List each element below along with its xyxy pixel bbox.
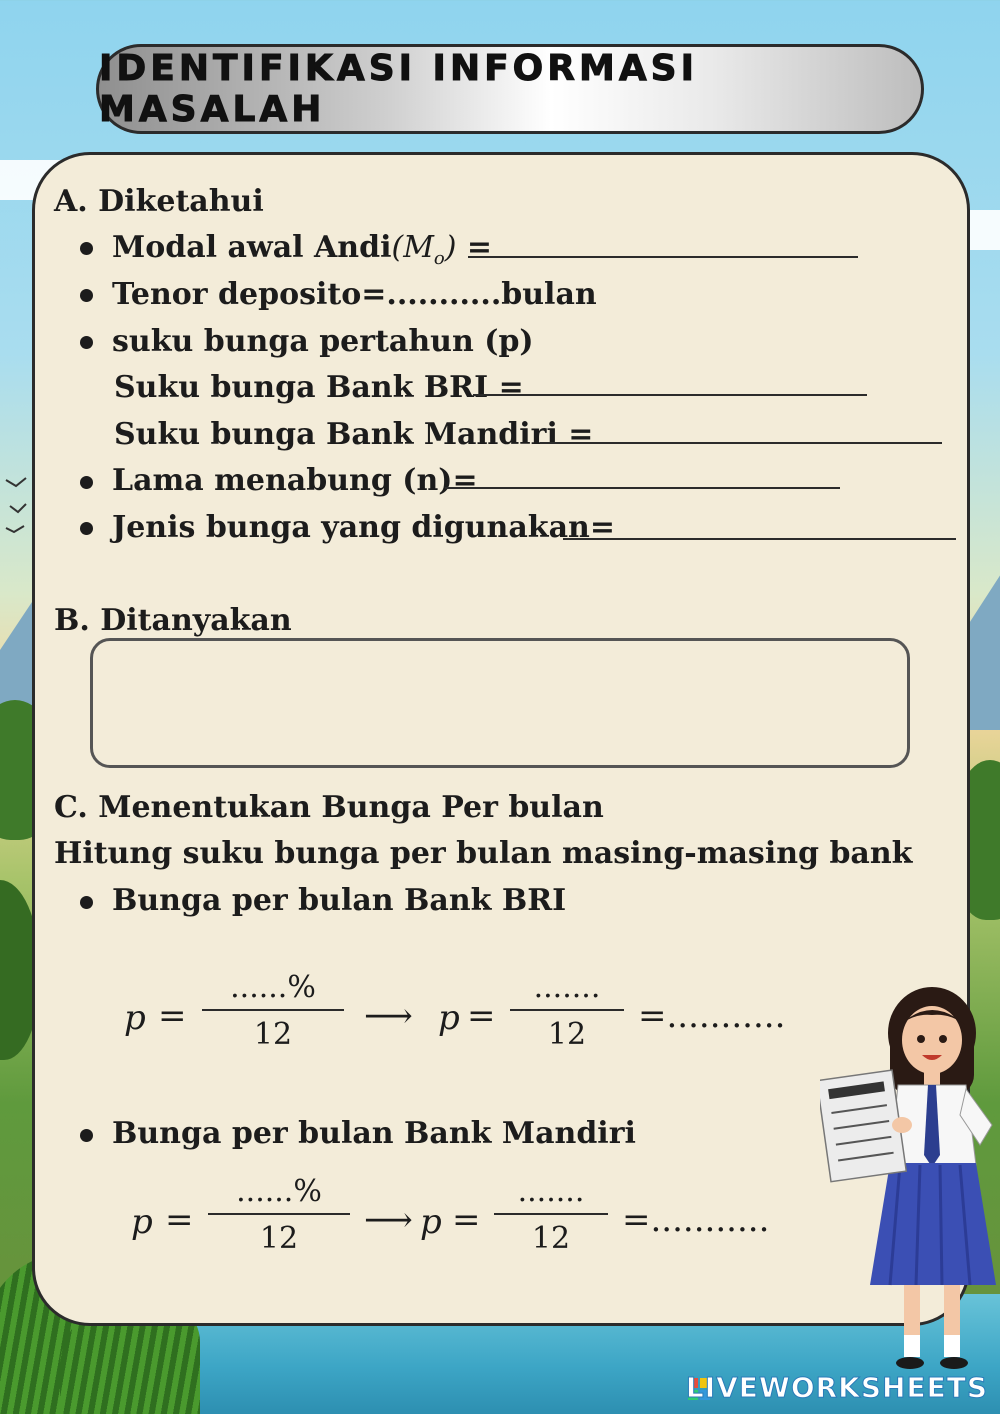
formula-p: p: [420, 1202, 442, 1242]
bri-rate-input[interactable]: [473, 394, 867, 396]
arrow-icon: ⟶: [364, 1200, 413, 1240]
bullet: [80, 896, 93, 909]
bullet: [80, 1129, 93, 1142]
fraction-numerator[interactable]: .......: [533, 970, 601, 1005]
formula-p: p: [131, 1202, 153, 1242]
formula-result[interactable]: =...........: [622, 1200, 770, 1240]
tenor-label: Tenor deposito=...........bulan: [112, 277, 597, 312]
formula-equals: =: [158, 996, 187, 1036]
formula-p: p: [124, 998, 146, 1038]
section-b-heading: B. Ditanyakan: [54, 603, 292, 638]
fraction-bar: [494, 1213, 608, 1215]
fraction-denominator: 12: [259, 1221, 299, 1256]
fraction-numerator[interactable]: ......%: [230, 970, 316, 1005]
formula-result[interactable]: =...........: [638, 996, 786, 1036]
fraction-denominator: 12: [547, 1017, 587, 1052]
bullet: [80, 289, 93, 302]
modal-awal-input[interactable]: [468, 256, 858, 258]
birds-icon: [4, 470, 34, 540]
fraction-numerator[interactable]: ......%: [236, 1174, 322, 1209]
jenis-bunga-input[interactable]: [563, 538, 956, 540]
suku-bunga-label: suku bunga pertahun (p): [112, 324, 534, 359]
fraction-numerator[interactable]: .......: [517, 1174, 585, 1209]
bri-monthly-label: Bunga per bulan Bank BRI: [112, 883, 567, 918]
fraction-denominator: 12: [531, 1221, 571, 1256]
bri-rate-label: Suku bunga Bank BRI =: [114, 370, 524, 405]
section-a-heading: A. Diketahui: [54, 184, 264, 219]
mandiri-rate-label: Suku bunga Bank Mandiri =: [114, 417, 594, 452]
formula-fraction: [202, 970, 344, 1052]
fraction-bar: [208, 1213, 350, 1215]
formula-equals: =: [467, 996, 496, 1036]
formula-p: p: [438, 998, 460, 1038]
ditanyakan-answer-box[interactable]: [90, 638, 910, 768]
bullet: [80, 242, 93, 255]
fraction-bar: [510, 1009, 624, 1011]
student-girl-illustration: [820, 985, 1000, 1385]
watermark: LIVEWORKSHEETS: [685, 1371, 988, 1404]
lama-menabung-input[interactable]: [445, 487, 840, 489]
jenis-bunga-label: Jenis bunga yang digunakan=: [112, 510, 615, 545]
bullet: [80, 476, 93, 489]
formula-equals: =: [452, 1200, 481, 1240]
arrow-icon: ⟶: [364, 996, 413, 1036]
fraction-bar: [202, 1009, 344, 1011]
section-c-subheading: Hitung suku bunga per bulan masing-masing bank: [54, 836, 913, 871]
formula-fraction: [494, 1174, 608, 1256]
section-c-heading: C. Menentukan Bunga Per bulan: [54, 790, 604, 825]
mandiri-rate-input[interactable]: [540, 442, 942, 444]
modal-awal-label: Modal awal $Andi(M_o)$ =: [112, 230, 493, 269]
formula-equals: =: [165, 1200, 194, 1240]
fraction-denominator: 12: [253, 1017, 293, 1052]
bullet: [80, 336, 93, 349]
bullet: [80, 522, 93, 535]
lama-menabung-label: Lama menabung (n)=: [112, 463, 478, 498]
mandiri-monthly-label: Bunga per bulan Bank Mandiri: [112, 1116, 636, 1151]
formula-fraction: [208, 1174, 350, 1256]
formula-fraction: [510, 970, 624, 1052]
title-banner: [96, 44, 924, 134]
page-title: IDENTIFIKASI INFORMASI MASALAH: [99, 48, 698, 130]
